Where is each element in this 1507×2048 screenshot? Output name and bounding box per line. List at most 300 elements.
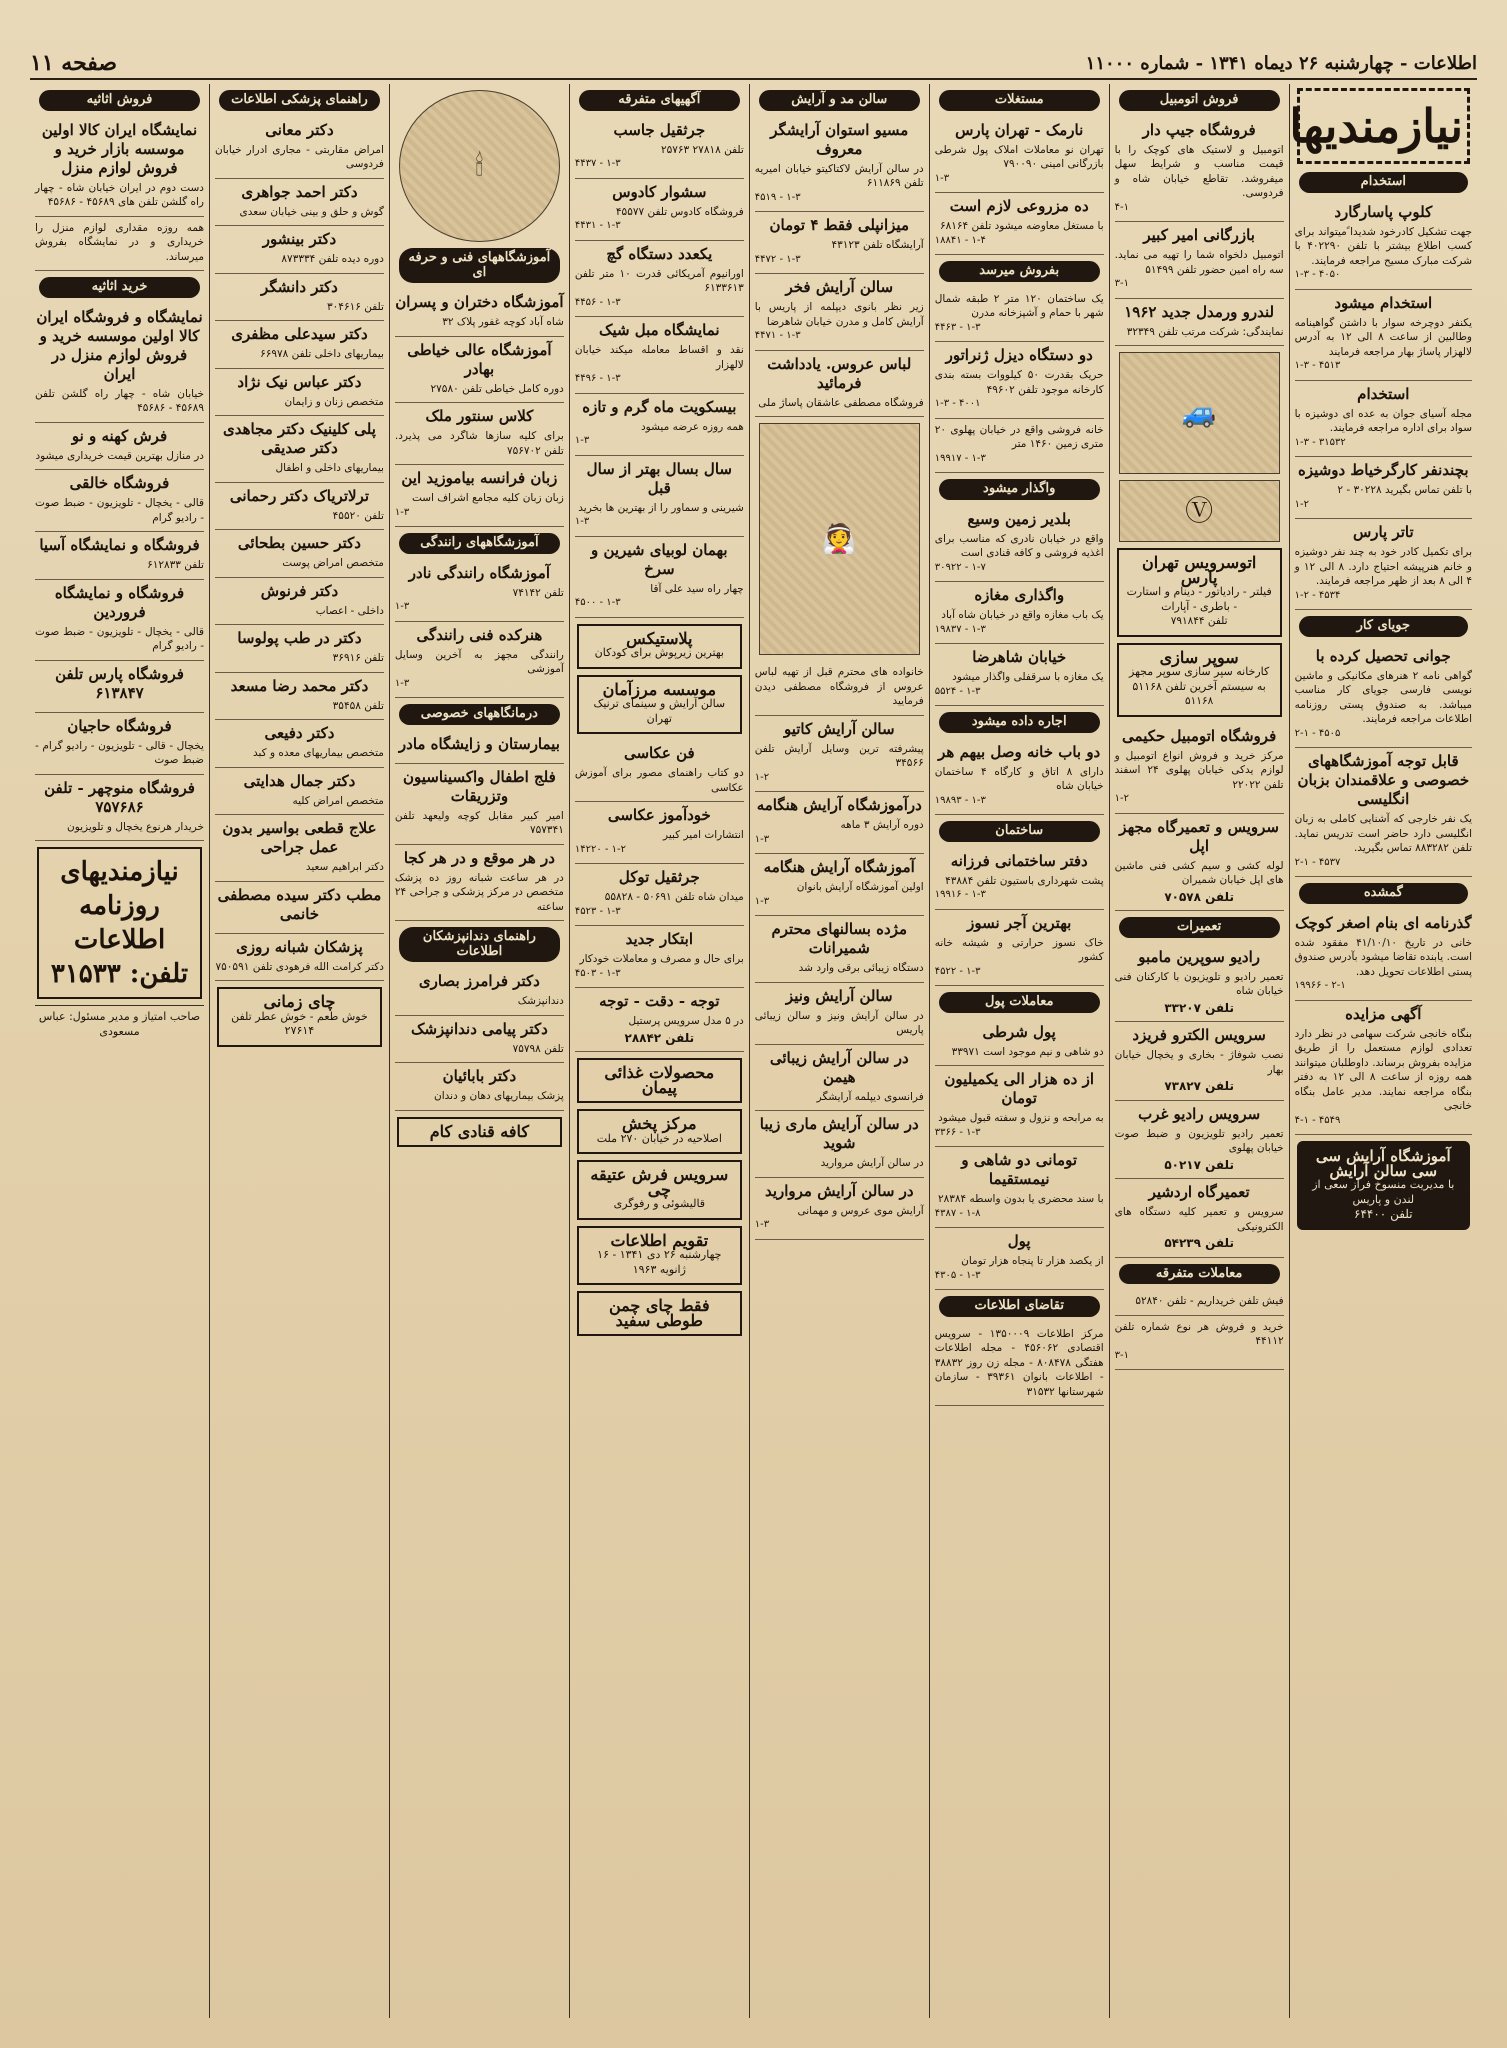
ad-body: خریدار هرنوع یخچال و تلویزیون (67, 820, 204, 833)
bride-photo (759, 423, 920, 655)
ad-headline: دکتر پیامی دندانپزشک (411, 1019, 548, 1038)
landrover-photo (1119, 352, 1280, 474)
ad-phone: تلفن ۷۰۵۷۸ (1164, 889, 1234, 904)
ad-code: ۱۹۹۱۷ - ۱-۳ (934, 452, 986, 464)
col8-sections (35, 90, 204, 841)
display-ad-tea (577, 1291, 742, 1336)
section-heading: راهنمای دندانپزشکان اطلاعات (399, 927, 560, 962)
ad-headline: جرثقیل جاسب (613, 120, 706, 139)
classified-ad (935, 419, 1104, 474)
ad-code: ۱-۳ (574, 516, 590, 527)
ad-code: ۱-۳ (754, 1219, 770, 1230)
classified-ad (935, 1323, 1104, 1407)
ad-body: همه روزه عرضه میشود (640, 420, 744, 433)
section-heading: راهنمای پزشکی اطلاعات (219, 90, 380, 111)
classified-ad (935, 1066, 1104, 1147)
ad-body: در هر ساعت شبانه روز ده پزشک متخصص در مرکز پزشکی و جراحی ۲۴ ساعته (394, 871, 564, 913)
classified-ad (215, 226, 384, 274)
classified-ad (215, 578, 384, 626)
classified-ad (575, 926, 744, 988)
ad-body: با مستغل معاوضه میشود تلفن ۶۸۱۶۴ (940, 220, 1104, 232)
ad-body: داخلی - اعصاب (315, 604, 384, 617)
ad-code: ۱-۳ - ۴۰۵۰ (1294, 269, 1341, 280)
classified-ad (755, 1178, 924, 1240)
classified-ad (755, 351, 924, 418)
ad-code: ۴۵۱۹ - ۱-۳ (754, 191, 801, 203)
bottom-ad-beauty-school (1297, 1141, 1470, 1230)
ad-headline: فروشگاه اتومبیل حکیمی (1122, 726, 1277, 745)
display-ad-title: چای زمانی (263, 992, 336, 1011)
ad-headline: مسیو استوان آرایشگر معروف (770, 120, 909, 158)
ad-body: واقع در خیابان نادری که مناسب برای اغذیه فروشی و کافه قنادی است (934, 532, 1104, 559)
classified-ad (1295, 643, 1472, 749)
ad-body: تلفن ۲۷۸۱۸ ۲۵۷۶۳ (661, 143, 744, 156)
ad-code: ۴۵۰۳ - ۱-۳ (574, 967, 621, 979)
ad-headline: نارمک - تهران پارس (955, 120, 1084, 139)
ad-code: ۴-۱ (1114, 201, 1130, 213)
ad-body: برای تکمیل کادر خود به چند نفر دوشیزه و خانم هنرپیشه احتیاج دارد. ۸ الی ۱۲ و ۴ الی ۸ بعد از ظهر مراجعه فرمایند. (1294, 546, 1472, 587)
classified-ad (215, 934, 384, 982)
ad-body: چهار راه سید علی آقا (650, 582, 744, 595)
ad-body: میدان شاه تلفن ۵۰۶۹۱ - ۵۵۸۲۸ (604, 891, 744, 903)
ad-body: به مرابحه و نزول و سفته قبول میشود (938, 1112, 1104, 1124)
section-heading: آموزشگاههای فنی و حرفه ای (399, 248, 560, 283)
ad-body: حریک بقدرت ۵۰ کیلووات بسته بندی کارخانه موجود تلفن ۴۹۶۰۲ (934, 369, 1104, 396)
display-ad-body: چهارشنبه ۲۶ دی ۱۳۴۱ - ۱۶ ژانویه ۱۹۶۳ (597, 1248, 722, 1276)
classified-ad (395, 337, 564, 404)
classified-ad (215, 416, 384, 483)
ad-body: آرایش موی عروس و مهمانی (797, 1204, 924, 1217)
classified-ad (395, 403, 564, 465)
ad-body: یک نفر خارجی که آشنایی کاملی به زبان انگلیسی دارد حاضر است تدریس نماید. تلفن ۸۸۳۲۸۲ تماس بگیرید. (1294, 813, 1472, 854)
ad-headline: آموزشگاه رانندگی نادر (408, 563, 550, 582)
display-ad-title: مرکز پخش (622, 1114, 697, 1133)
classified-ad (215, 369, 384, 417)
ad-headline: سالن آرایش کاتیو (783, 719, 895, 738)
ad-code: ۴۴۹۶ - ۱-۳ (574, 373, 621, 384)
ad-body: متخصص زنان و زایمان (284, 395, 384, 408)
classified-ad (755, 716, 924, 793)
ad-body: دوره آرایش ۳ ماهه (840, 819, 924, 831)
ad-phone: تلفن ۷۳۸۲۷ (1164, 1079, 1234, 1093)
classified-ad (935, 582, 1104, 644)
classified-ad (755, 854, 924, 916)
ad-headline: دکتر جمال هدایتی (243, 771, 356, 790)
ad-headline: بیمارستان و زایشگاه مادر (398, 734, 560, 753)
ad-body: اورانیوم آمریکائی قدرت ۱۰ متر تلفن ۶۱۳۳۶۱۳ (574, 267, 744, 294)
display-ad-phone: تلفن ۷۹۱۸۴۴ (1170, 615, 1228, 627)
car-icon: 🚙 (1181, 395, 1217, 429)
ad-headline: پول (1007, 1232, 1031, 1250)
promo-box (37, 847, 202, 999)
ad-body: دکتر ابراهیم سعید (305, 861, 384, 873)
ad-headline: دو باب خانه وصل بیهم هر (938, 742, 1101, 761)
display-ad-title: موسسه مرزآمان (602, 679, 717, 699)
ad-headline: فروشگاه پارس تلفن ۶۱۳۸۴۷ (55, 664, 184, 702)
page-number: صفحه ۱۱ (30, 50, 118, 76)
display-ad-tehran-pars (1117, 548, 1282, 637)
ad-headline: رادیو سوپرین مامبو (1138, 947, 1261, 966)
ad-headline: بهترین آجر نسوز (967, 913, 1072, 932)
ad-body: تلفن ۳۶۹۱۶ (332, 652, 384, 664)
ad-headline: قابل توجه آموزشگاههای خصوصی و علاقمندان بزبان انگلیسی (1297, 752, 1470, 808)
column-7 (209, 84, 389, 2018)
classified-ad (575, 317, 744, 394)
classified-ad (935, 848, 1104, 910)
classified-ad (575, 864, 744, 926)
column-5 (569, 84, 749, 2018)
display-ad-body: بهترین زیرپوش برای کودکان (594, 646, 724, 659)
col6-sections (395, 248, 564, 1111)
classified-ad (935, 739, 1104, 816)
classified-ad (215, 483, 384, 531)
classified-ad (215, 321, 384, 369)
classified-ad (35, 775, 204, 842)
classified-ad (1115, 1022, 1284, 1101)
classified-ad (215, 673, 384, 721)
ad-code: ۴۵۰۰ - ۱-۳ (574, 597, 621, 608)
ad-code: ۱-۳ (394, 506, 410, 518)
ad-body: متخصص بیماریهای معده و کبد (252, 747, 384, 759)
page-header (30, 48, 1477, 80)
ad-body: دارای ۸ اتاق و کارگاه ۴ ساختمان خیابان شاه (934, 765, 1104, 792)
classified-ad (215, 274, 384, 322)
ad-headline: بیسکویت ماه گرم و تازه (582, 397, 737, 416)
col2-sections2 (1115, 917, 1284, 1370)
classified-ad (1295, 519, 1472, 610)
bottom-ad-tel: تلفن ۶۴۴۰۰ (1354, 1207, 1413, 1221)
classified-ad (575, 988, 744, 1052)
classified-ad (1115, 222, 1284, 299)
display-ad-service (577, 1160, 742, 1220)
ad-body: تلفن ۳۵۴۵۸ (332, 699, 384, 712)
classified-ad (1295, 748, 1472, 877)
ad-headline: دکتر محمد رضا مسعد (230, 676, 369, 695)
classified-ad (35, 713, 204, 775)
classified-ad (1115, 1290, 1284, 1316)
ad-body: دکتر کرامت الله فرهودی تلفن ۷۵۰۵۹۱ (215, 960, 384, 973)
classified-ad (755, 212, 924, 274)
ad-body: خانی در تاریخ ۴۱/۱۰/۱۰ مفقود شده است. یابنده تقاضا میشود بآدرس صندوق پستی اطلاعات تحویل دهد. (1294, 936, 1472, 978)
ad-body: در منازل بهترین قیمت خریداری میشود (35, 449, 204, 462)
ad-headline: دکتر بابائیان (442, 1067, 517, 1085)
ad-headline: پول شرطی (982, 1022, 1056, 1041)
classified-ad (755, 792, 924, 854)
classified-ad (395, 1063, 564, 1111)
classified-ad (215, 530, 384, 578)
ad-headline: مژده بسالنهای محترم شمیرانات (771, 920, 908, 957)
ad-body: برای کلیه سازها شاگرد می پذیرد. تلفن ۷۵۶۷۰۲ (394, 430, 564, 457)
classified-ad (575, 456, 744, 537)
display-ad-mirza (577, 675, 742, 735)
ad-headline: فرش کهنه و نو (71, 426, 168, 445)
imprint: صاحب امتیاز و مدیر مسئول: عباس مسعودی (35, 1005, 204, 1039)
ad-headline: نمایشگاه مبل شیک (599, 321, 720, 339)
ad-headline: آگهی مزایده (1345, 1004, 1422, 1023)
classified-ad (215, 768, 384, 816)
photo-caption (755, 661, 924, 716)
ad-body: مجله آسیای جوان به عده ای دوشیزه با سواد برای اداره مراجعه فرمایند. (1294, 407, 1472, 434)
section-heading: فروش اتومبیل (1119, 90, 1280, 111)
classified-ad (575, 537, 744, 618)
ad-body: یک مغازه با سرقفلی واگذار میشود (952, 671, 1104, 683)
classified-ad (575, 394, 744, 456)
classified-ad (575, 179, 744, 241)
ad-body: سرویس و تعمیر کلیه دستگاه های الکترونیکی (1114, 1206, 1284, 1233)
col5-bottom-boxes (575, 1058, 744, 1336)
promo-tel: تلفن: ۳۱۵۳۳ (50, 959, 189, 989)
ad-code: ۱-۳ (394, 677, 410, 689)
ad-headline: کلاس سنتور ملک (425, 407, 534, 425)
ad-code: ۱-۲ (1294, 498, 1309, 510)
ad-body: بیماریهای داخلی تلفن ۶۶۹۷۸ (260, 348, 384, 360)
ad-body: اتومبیل دلخواه شما را تهیه می نماید. سه راه امین حضور تلفن ۵۱۴۹۹ (1114, 249, 1284, 276)
section-heading: آگهیهای متفرقه (579, 90, 740, 111)
classified-ad (935, 910, 1104, 987)
ad-body: گواهی نامه ۲ هنرهای مکانیکی و ماشین نویسی فارسی جویای کار مناسب میباشد. به صندوق پستی روزنامه اطلاعات مراجعه فرمایند. (1294, 669, 1472, 725)
candle-icon: 🕯 (475, 148, 484, 182)
display-ad-body: سالن آرایش و سینمای ترنیک تهران (593, 697, 726, 725)
classified-ad (35, 580, 204, 661)
ad-body: لوله کشی و سیم کشی فنی ماشین های اپل خیابان شمیران (1114, 859, 1284, 886)
ad-headline: مطب دکتر سیده مصطفی خانمی (217, 885, 382, 923)
ad-body: دستگاه زیبائی برقی وارد شد (798, 962, 924, 974)
vw-logo-icon: Ⓥ (1185, 493, 1214, 527)
ad-headline: تومانی دو شاهی و نیمستقیما (961, 1151, 1077, 1188)
classified-ad (395, 465, 564, 527)
ad-code: ۱-۲ (1114, 793, 1130, 804)
classified-ad (35, 117, 204, 217)
ad-headline: درآموزشگاه آرایش هنگامه (756, 796, 922, 814)
display-ad-markaz (577, 1109, 742, 1154)
ad-body: در سالن آرایش ونیز و سالن زیبائی پاریس (754, 1009, 924, 1036)
ad-code: ۱-۳ (754, 833, 770, 845)
ad-headline: نمایشگاه ایران کالا اولین موسسه بازار خرید و فروش لوازم منزل (41, 120, 198, 177)
ad-code: ۱-۳ (394, 601, 410, 612)
ad-body: تلفن ۷۴۱۴۲ (512, 586, 564, 599)
classified-ad (395, 1016, 564, 1064)
ad-body: تعمیر رادیو تلویزیون و ضبط صوت خیابان پهلوی (1114, 1127, 1284, 1154)
classified-ad (575, 117, 744, 179)
classified-ad (395, 731, 564, 764)
ad-headline: دفتر ساختمانی فرزانه (950, 851, 1088, 870)
ad-headline: خودآموز عکاسی (607, 806, 711, 824)
ad-body: قالی - یخچال - تلویزیون - ضبط صوت - رادیو گرام (35, 497, 204, 524)
classified-ad (935, 1228, 1104, 1290)
classified-ad (755, 117, 924, 213)
ad-headline: از ده هزار الی یکمیلیون تومان (944, 1070, 1094, 1107)
classified-ad (1295, 1001, 1472, 1136)
ad-code: ۱۴۲۲۰ - ۱-۲ (574, 843, 627, 855)
classified-ad (935, 193, 1104, 255)
ad-code: ۱-۳ - ۴۵۱۳ (1294, 360, 1341, 371)
ad-body: نصب شوفاژ - بخاری و یخچال خیابان بهار (1114, 1049, 1284, 1076)
ad-body: متخصص امراض پوست (282, 557, 384, 569)
classified-ad (395, 289, 564, 337)
ad-headline: دکتر معانی (265, 120, 334, 139)
col5-sections (575, 90, 744, 618)
ad-headline: جرثقیل توکل (618, 868, 700, 886)
ad-phone: تلفن ۳۳۲۰۷ (1164, 1000, 1234, 1015)
ad-body: زبان زبان کلیه مجامع اشراف است (411, 492, 564, 504)
ad-code: ۴۴۳۱ - ۱-۳ (574, 220, 621, 231)
ad-body: اتومبیل و لاستیک های کوچک را با قیمت مناسب و شرایط سهل میفروشد. تقاطع خیابان شاه و فردوسی. (1114, 143, 1284, 199)
ad-code: ۴۴۶۳ - ۱-۳ (934, 321, 981, 333)
ad-body: تلفن ۷۵۷۹۸ (512, 1042, 564, 1055)
ad-headline: سال بسال بهتر از سال قبل (586, 459, 732, 497)
ad-code: ۴۴۵۶ - ۱-۳ (574, 296, 621, 308)
ad-body: یکنفر دوچرخه سوار با داشتن گواهینامه وطالبین از ساعت ۸ الی ۱۲ به آدرس لالهزار پاساژ بهار مراجعه فرمایند (1294, 316, 1472, 358)
section-heading: واگذار میشود (939, 479, 1100, 500)
ad-body: جهت تشکیل کادرخود شدیدا ًمیتواند برای کسب اطلاع بیشتر با تلفن ۴۰۲۲۹۰ با شرکت مبارک مسیح مراجعه فرمایند. (1294, 225, 1472, 267)
ad-body: امراض مقاربتی - مجاری ادرار خیابان فردوسی (214, 143, 384, 170)
ad-code: ۴۵۲۳ - ۱-۳ (574, 905, 621, 917)
classified-ad (755, 1045, 924, 1112)
ad-headline: دکتر در طب پولوسا (237, 629, 362, 647)
issue-line: اطلاعات - چهارشنبه ۲۶ دیماه ۱۳۴۱ - شماره ۱۱۰۰۰ (1085, 52, 1477, 74)
classified-ad (1115, 1179, 1284, 1258)
section-heading: جویای کار (1299, 616, 1468, 637)
ad-code: ۴۴۷۲ - ۱-۳ (754, 253, 801, 265)
ad-code: ۱-۲ (754, 771, 770, 783)
classified-ad (35, 532, 204, 580)
ad-code: ۱-۳ (574, 435, 590, 446)
ad-headline: دکتر حسین بطحائی (237, 534, 361, 552)
ad-headline: گذرنامه ای بنام اصغر کوچک (1295, 913, 1472, 932)
ad-body: فروشگاه مصطفی عاشقان پاساژ ملی (758, 396, 924, 409)
ad-body: یک ساختمان ۱۲۰ متر ۲ طبقه شمال شهر با حمام و آشپزخانه مدرن (934, 292, 1104, 319)
ad-body: یک باب مغازه واقع در خیابان شاه آباد (941, 609, 1104, 621)
ad-headline: در هر موقع و در هر کجا (403, 848, 555, 867)
section-heading: تعمیرات (1119, 917, 1280, 938)
classified-ad (1295, 290, 1472, 381)
ad-body: تلفن ۳۰۴۶۱۶ (327, 300, 384, 313)
section-heading: تقاضای اطلاعات (939, 1296, 1100, 1317)
bottom-ad-head: آموزشگاه آرایش سی سی سالن آرایش (1315, 1147, 1451, 1180)
col2-sections (1115, 90, 1284, 346)
ad-headline: در سالن آرایش مروارید (764, 1181, 914, 1200)
display-ad-title: پلاستیکس (626, 628, 693, 648)
ad-body: مرکز خرید و فروش انواع اتومبیل و لوازم یدکی خیابان پهلوی ۲۴ اسفند تلفن ۲۲۰۲۲ (1114, 749, 1284, 791)
ad-code: ۴۳۸۷ - ۱-۸ (934, 1207, 981, 1219)
section-heading: ساختمان (939, 821, 1100, 842)
ad-body: دو کتاب راهنمای مصور برای آموزش عکاسی (574, 767, 744, 794)
ad-code: ۱-۳ - ۳۱۵۳۲ (1294, 436, 1346, 448)
ad-body: در ۵ مدل سرویس پرستیل (628, 1015, 744, 1027)
ad-body: دست دوم در ایران خیابان شاه - چهار راه گلشن تلفن های ۴۵۶۸۹ - ۴۵۶۸۶ (35, 181, 204, 208)
classified-ad (215, 117, 384, 179)
ad-code: ۱-۳ - ۴۰۰۱ (934, 398, 981, 409)
masthead: نیازمندیها (1297, 88, 1470, 164)
column-3 (929, 84, 1109, 2018)
ad-headline: بازرگانی امیر کبیر (1143, 226, 1255, 244)
col6-bottom-boxes (395, 1117, 564, 1148)
classified-ad (935, 342, 1104, 419)
ad-body: اولین آموزشگاه آرایش بانوان (796, 881, 924, 893)
classified-ad (395, 560, 564, 622)
ad-headline: در سالن آرایش زیبائی هیمن (769, 1048, 909, 1086)
classified-ad (935, 1147, 1104, 1228)
ad-code: ۲-۱ - ۴۵۳۷ (1294, 856, 1341, 868)
ad-headline: دکتر احمد جواهری (241, 182, 358, 201)
classified-ad (215, 720, 384, 768)
display-ad-title: سرویس فرش عتیقه چی (590, 1165, 729, 1199)
display-ad-body: اصلاحیه در خیابان ۲۷۰ ملت (596, 1131, 722, 1145)
classified-ad (395, 622, 564, 699)
ad-code: ۳۳۶۶ - ۱-۳ (934, 1126, 981, 1138)
ad-body: در سالن آرایش مروارید (820, 1157, 924, 1169)
ad-headline: سرویس الکترو فریزد (1132, 1026, 1266, 1044)
column-2 (1109, 84, 1289, 2018)
section-heading: درمانگاههای خصوصی (399, 704, 560, 725)
section-heading: مستغلات (939, 90, 1100, 111)
ad-code: ۴۴۳۷ - ۱-۳ (574, 158, 621, 169)
ad-headline: پلی کلینیک دکتر مجاهدی دکتر صدیقی (223, 420, 376, 457)
ad-body: پیشرفته ترین وسایل آرایش تلفن ۳۴۵۶۶ (754, 742, 924, 769)
display-ad-pelastic (577, 624, 742, 669)
classified-ad (1115, 723, 1284, 814)
classified-ad (1115, 1101, 1284, 1180)
ad-code: ۱۹۸۹۳ - ۱-۳ (934, 794, 986, 806)
classified-ad (1295, 199, 1472, 290)
display-ad-super (1117, 643, 1282, 717)
ad-body: امیر کبیر مقابل کوچه ولیعهد تلفن ۷۵۷۳۴۱ (394, 809, 564, 836)
ad-headline: دکتر دانشگر (261, 277, 338, 296)
section-heading: استخدام (1299, 172, 1468, 193)
ad-body: در سالن آرایش لاکتاکیتو خیابان امیریه تلفن ۶۱۱۸۶۹ (754, 162, 924, 189)
ad-code: ۵۵۲۴ - ۱-۳ (934, 685, 981, 697)
col3-sections (935, 90, 1104, 1406)
columns (30, 84, 1477, 2018)
ad-body: تلفن ۶۱۲۸۳۳ (147, 559, 204, 571)
classified-ad (1295, 457, 1472, 519)
classified-ad (575, 802, 744, 864)
classified-ad (935, 506, 1104, 583)
classified-ad (755, 1111, 924, 1178)
ad-headline: فروشگاه و نمایشگاه فروردین (54, 583, 185, 621)
ad-body: شیرینی و سماور را از بهترین ها بخرید (578, 501, 744, 514)
ad-headline: دکتر فرامرز بصاری (418, 972, 540, 990)
ad-headline: فروشگاه و نمایشگاه آسیا (39, 536, 200, 554)
ad-headline: دکتر سیدعلی مظفری (231, 325, 368, 343)
display-ad-taqvim (577, 1226, 742, 1286)
display-ad-body: قالیشوئی و رفوگری (613, 1197, 706, 1210)
classified-ad (575, 241, 744, 318)
column-4 (749, 84, 929, 2018)
ad-headline: لباس عروس. یادداشت فرمائید (767, 354, 912, 392)
col5-more-ads (575, 740, 744, 1052)
ad-headline: جوانی تحصیل کرده با (1315, 646, 1451, 665)
ad-body: آرایشگاه تلفن ۴۳۱۲۳ (831, 239, 924, 251)
ad-body: نمایندگی: شرکت مرتب تلفن ۳۲۳۴۹ (1126, 325, 1284, 338)
ad-body: برای حال و مصرف و معاملات خودکار (579, 953, 744, 965)
ad-headline: فروشگاه منوچهر - تلفن ۷۵۷۶۸۶ (44, 778, 195, 816)
col2-more-ads (1115, 723, 1284, 912)
ad-headline: دکتر بینشور (262, 230, 337, 248)
photo-caption-text: خانواده های محترم قبل از تهیه لباس عروس از فروشگاه مصطفی دیدن فرمایید (754, 666, 924, 707)
ad-body: متخصص امراض کلیه (292, 794, 384, 807)
ad-code: ۱۹۹۱۶ - ۱-۳ (934, 889, 986, 900)
ad-headline: خیابان شاهرضا (972, 648, 1067, 666)
ad-headline: بهمان لوبیای شیرین و سرخ (591, 540, 728, 578)
bride-icon: 👰 (821, 521, 857, 555)
ad-code: ۱۸۸۴۱ - ۱-۴ (934, 234, 986, 246)
classified-ad (1115, 944, 1284, 1023)
section-heading: معاملات متفرقه (1119, 1264, 1280, 1285)
col5-boxes (575, 624, 744, 735)
ad-body: با تلفن تماس بگیرید ۳۰۲۲۸ - ۲ (1337, 484, 1472, 496)
classified-ad (1295, 381, 1472, 458)
